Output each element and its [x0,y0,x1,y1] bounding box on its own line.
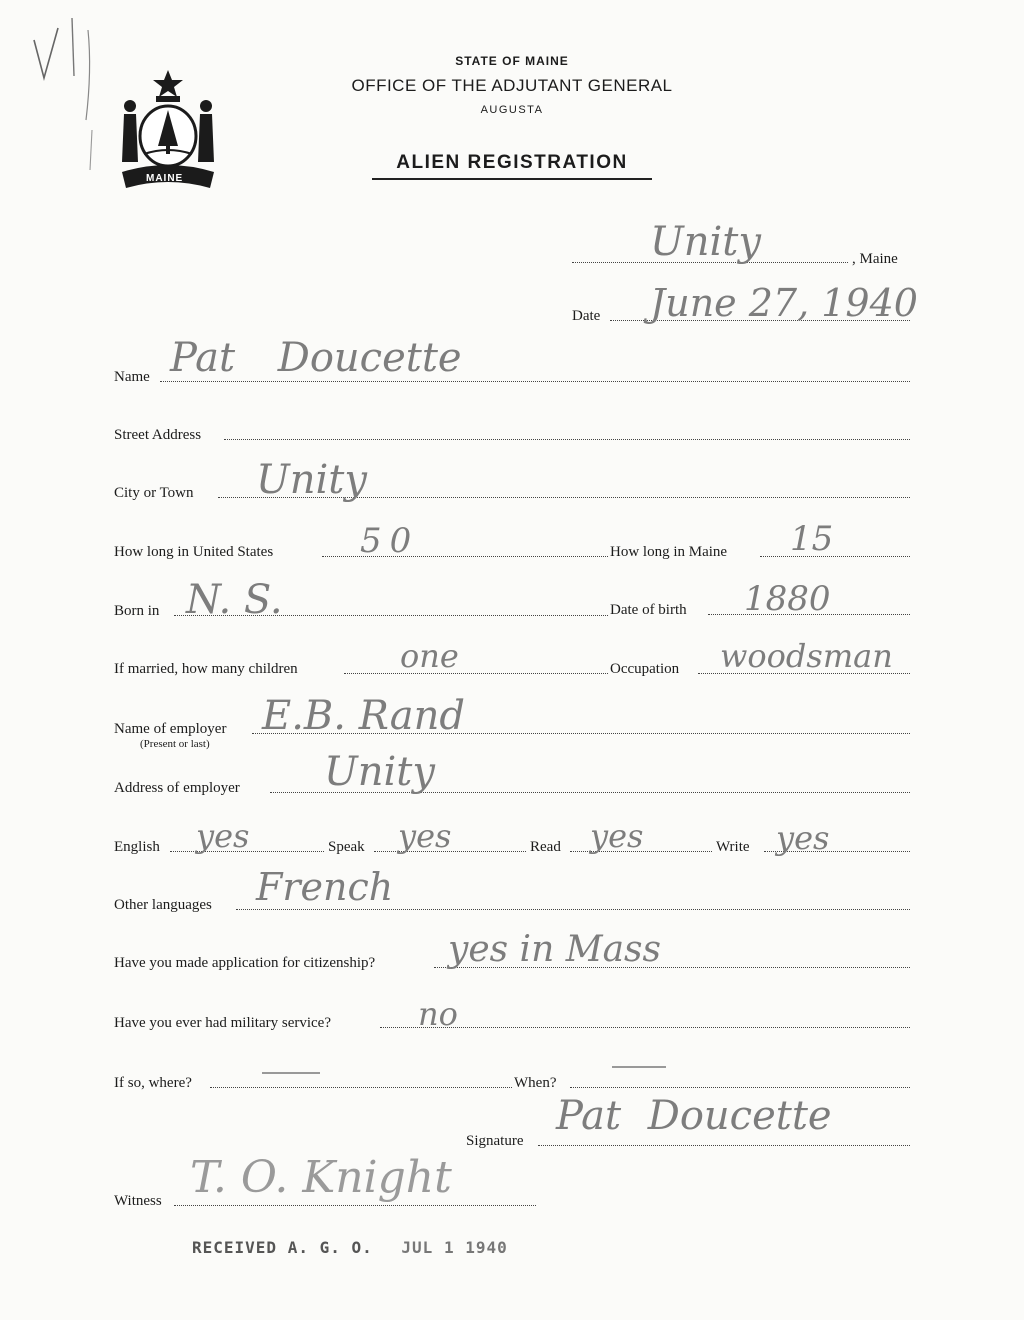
when-dash [612,1066,666,1068]
write-value: yes [776,819,830,857]
name-value: Pat Doucette [170,335,462,381]
signature-line [538,1145,910,1146]
witness-label: Witness [114,1193,162,1209]
other-languages-label: Other languages [114,897,212,913]
children-value: one [400,637,459,675]
employer-sublabel: (Present or last) [140,738,210,750]
pencil-checkmark [26,10,106,180]
us-years-label: How long in United States [114,544,274,560]
office-heading: OFFICE OF THE ADJUTANT GENERAL [351,76,673,95]
when-line [570,1087,910,1088]
received-stamp-text: RECEIVED A. G. O. [192,1238,373,1257]
read-value: yes [590,817,644,855]
place-suffix: , Maine [852,251,898,267]
date-label: Date [572,308,601,324]
read-label: Read [530,839,561,855]
children-line [344,673,608,674]
other-languages-value: French [256,865,394,909]
state-heading: STATE OF MAINE [455,54,569,68]
employer-address-label: Address of employer [114,780,240,796]
speak-label: Speak [328,839,365,855]
received-stamp-date: JUL 1 1940 [401,1238,508,1257]
born-in-value: N. S. [186,577,283,623]
employer-label: Name of employer [114,721,227,737]
where-line [210,1087,512,1088]
where-dash [262,1072,320,1074]
born-in-label: Born in [114,603,160,619]
signature-label: Signature [466,1133,524,1149]
employer-address-value: Unity [324,749,435,795]
occupation-label: Occupation [610,661,680,677]
seal-banner-text: MAINE [146,173,184,184]
employer-value: E.B. Rand [262,693,465,739]
street-line [224,439,910,440]
received-stamp [192,1238,508,1257]
name-label: Name [114,369,150,385]
when-label: When? [514,1075,557,1091]
where-label: If so, where? [114,1075,192,1091]
maine-years-label: How long in Maine [610,544,728,560]
date-value: June 27, 1940 [650,281,918,325]
maine-years-value: 15 [790,519,834,559]
military-label: Have you ever had military service? [114,1015,331,1031]
city-value: Unity [256,457,367,503]
us-years-value: 50 [360,521,420,561]
name-line [160,381,910,382]
state-seal [116,66,220,192]
speak-value: yes [398,817,452,855]
military-value: no [418,995,458,1033]
citizenship-label: Have you made application for citizenship? [114,955,376,971]
city-heading: AUGUSTA [480,104,544,116]
witness-value: T. O. Knight [190,1152,452,1203]
citizenship-value: yes in Mass [448,929,661,970]
military-line [380,1027,910,1028]
place-town-value: Unity [650,219,761,265]
dob-value: 1880 [744,579,831,619]
street-label: Street Address [114,427,202,443]
write-label: Write [716,839,750,855]
title-underline [372,178,652,180]
maine-years-line [760,556,910,557]
other-languages-line [236,909,910,910]
english-label: English [114,839,160,855]
occupation-value: woodsman [720,637,893,675]
city-label: City or Town [114,485,194,501]
form-title: ALIEN REGISTRATION [396,152,628,173]
witness-line [174,1205,536,1206]
dob-label: Date of birth [610,602,687,618]
english-value: yes [196,817,250,855]
signature-value: Pat Doucette [556,1093,832,1139]
children-label: If married, how many children [114,661,298,677]
